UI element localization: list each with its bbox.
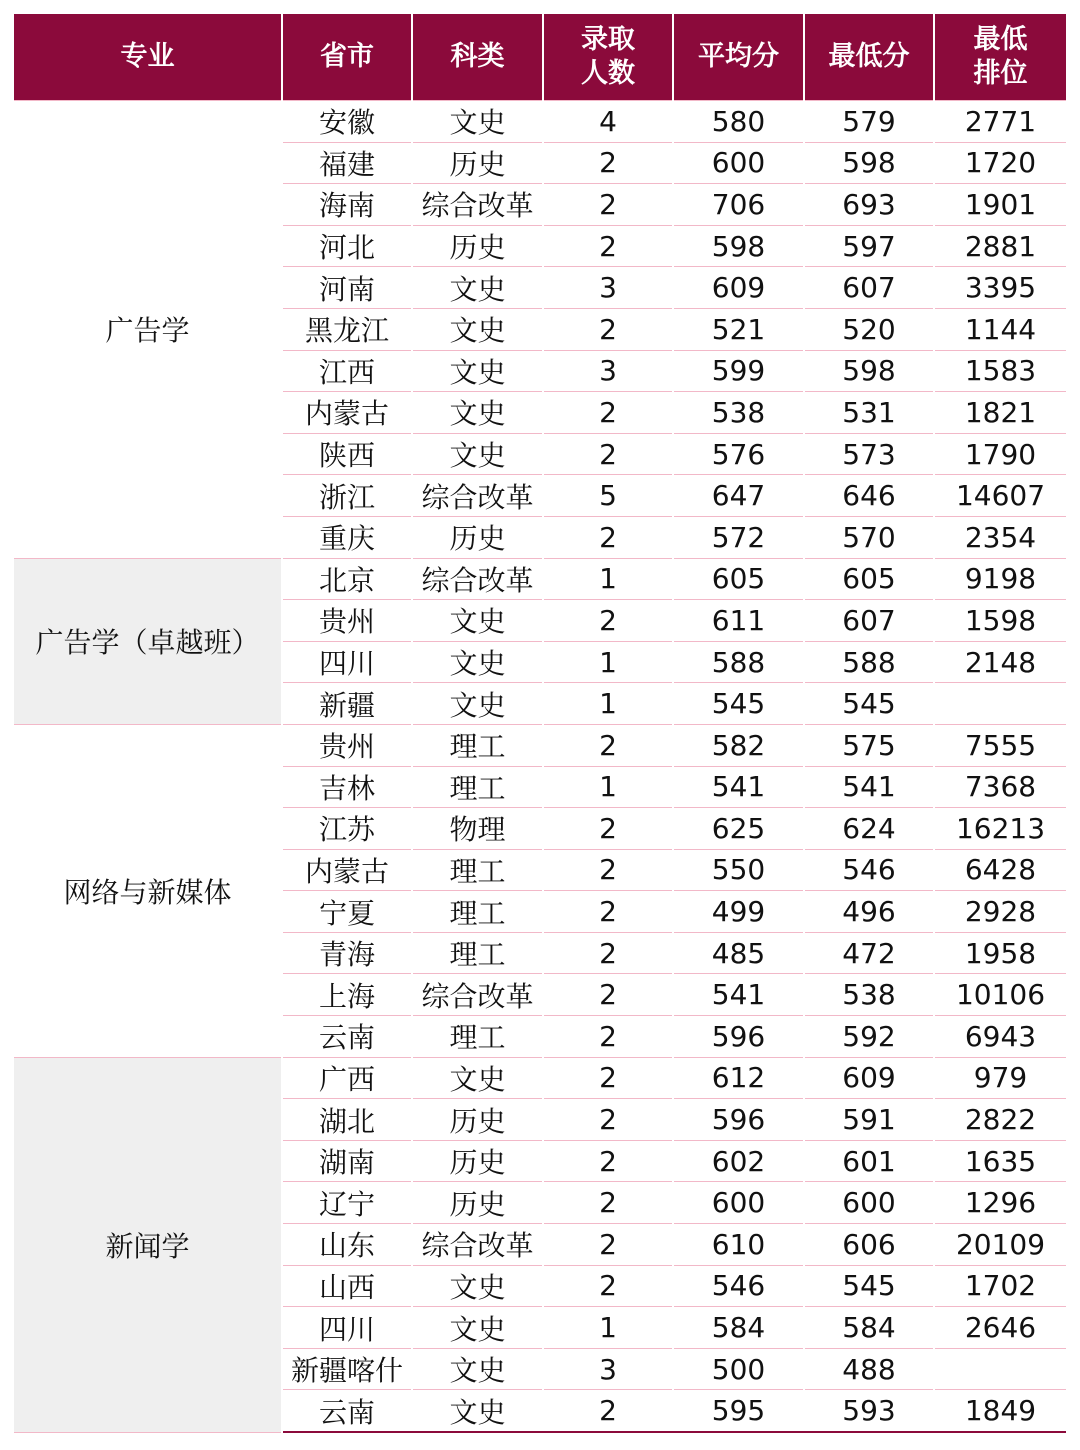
- subject-category-cell: 文史: [412, 433, 543, 475]
- major-name-cell: 新闻学: [14, 1057, 282, 1432]
- province-cell: 河南: [282, 267, 412, 309]
- average-score-cell: 499: [673, 891, 804, 933]
- admitted-count-cell: 2: [543, 932, 673, 974]
- min-score-cell: 496: [804, 891, 934, 933]
- average-score-cell: 521: [673, 308, 804, 350]
- province-cell: 上海: [282, 974, 412, 1016]
- header-average-score: 平均分: [673, 14, 804, 101]
- admitted-count-cell: 2: [543, 1099, 673, 1141]
- min-score-cell: 605: [804, 558, 934, 600]
- min-rank-cell: 3395: [934, 267, 1066, 309]
- subject-category-cell: 物理: [412, 808, 543, 850]
- admitted-count-cell: 2: [543, 1390, 673, 1432]
- province-cell: 云南: [282, 1016, 412, 1058]
- admitted-count-cell: 2: [543, 808, 673, 850]
- average-score-cell: 485: [673, 932, 804, 974]
- average-score-cell: 550: [673, 849, 804, 891]
- min-score-cell: 575: [804, 724, 934, 766]
- admitted-count-cell: 1: [543, 766, 673, 808]
- province-cell: 新疆: [282, 683, 412, 725]
- province-cell: 山东: [282, 1224, 412, 1266]
- min-score-cell: 592: [804, 1016, 934, 1058]
- province-cell: 江苏: [282, 808, 412, 850]
- header-min-score: 最低分: [804, 14, 934, 101]
- province-cell: 贵州: [282, 600, 412, 642]
- province-cell: 辽宁: [282, 1182, 412, 1224]
- min-score-cell: 584: [804, 1307, 934, 1349]
- province-cell: 吉林: [282, 766, 412, 808]
- subject-category-cell: 文史: [412, 683, 543, 725]
- min-score-cell: 591: [804, 1099, 934, 1141]
- table-row: [14, 724, 1066, 766]
- min-score-cell: 579: [804, 101, 934, 143]
- min-rank-cell: 20109: [934, 1224, 1066, 1266]
- subject-category-cell: 理工: [412, 1016, 543, 1058]
- average-score-cell: 600: [673, 1182, 804, 1224]
- admitted-count-cell: 2: [543, 1182, 673, 1224]
- min-rank-cell: 2354: [934, 516, 1066, 558]
- admitted-count-cell: 2: [543, 225, 673, 267]
- average-score-cell: 647: [673, 475, 804, 517]
- admitted-count-cell: 5: [543, 475, 673, 517]
- table-row: [14, 558, 1066, 600]
- min-rank-cell: 1144: [934, 308, 1066, 350]
- admitted-count-cell: 2: [543, 1016, 673, 1058]
- province-cell: 黑龙江: [282, 308, 412, 350]
- admitted-count-cell: 2: [543, 392, 673, 434]
- subject-category-cell: 文史: [412, 1265, 543, 1307]
- average-score-cell: 572: [673, 516, 804, 558]
- min-rank-cell: 2771: [934, 101, 1066, 143]
- min-rank-cell: 1702: [934, 1265, 1066, 1307]
- min-score-cell: 598: [804, 350, 934, 392]
- min-rank-cell: 2646: [934, 1307, 1066, 1349]
- min-rank-cell: 1583: [934, 350, 1066, 392]
- average-score-cell: 625: [673, 808, 804, 850]
- average-score-cell: 596: [673, 1099, 804, 1141]
- major-name-cell: 广告学: [14, 101, 282, 559]
- min-rank-cell: 14607: [934, 475, 1066, 517]
- min-rank-cell: 1821: [934, 392, 1066, 434]
- admitted-count-cell: 3: [543, 267, 673, 309]
- subject-category-cell: 理工: [412, 766, 543, 808]
- subject-category-cell: 综合改革: [412, 558, 543, 600]
- subject-category-cell: 文史: [412, 1390, 543, 1432]
- subject-category-cell: 文史: [412, 392, 543, 434]
- admitted-count-cell: 2: [543, 974, 673, 1016]
- admitted-count-cell: 2: [543, 184, 673, 226]
- admitted-count-cell: 3: [543, 1348, 673, 1390]
- average-score-cell: 598: [673, 225, 804, 267]
- subject-category-cell: 理工: [412, 891, 543, 933]
- province-cell: 河北: [282, 225, 412, 267]
- subject-category-cell: 历史: [412, 142, 543, 184]
- province-cell: 新疆喀什: [282, 1348, 412, 1390]
- province-cell: 宁夏: [282, 891, 412, 933]
- min-rank-cell: 1901: [934, 184, 1066, 226]
- subject-category-cell: 历史: [412, 1099, 543, 1141]
- province-cell: 广西: [282, 1057, 412, 1099]
- subject-category-cell: 历史: [412, 1182, 543, 1224]
- header-min-rank: 最低 排位: [934, 14, 1066, 101]
- average-score-cell: 595: [673, 1390, 804, 1432]
- major-group: [14, 101, 1066, 559]
- average-score-cell: 541: [673, 974, 804, 1016]
- header-row: [14, 14, 1066, 101]
- average-score-cell: 584: [673, 1307, 804, 1349]
- average-score-cell: 580: [673, 101, 804, 143]
- province-cell: 湖北: [282, 1099, 412, 1141]
- min-score-cell: 593: [804, 1390, 934, 1432]
- admitted-count-cell: 2: [543, 1140, 673, 1182]
- min-score-cell: 624: [804, 808, 934, 850]
- min-score-cell: 597: [804, 225, 934, 267]
- province-cell: 安徽: [282, 101, 412, 143]
- subject-category-cell: 理工: [412, 932, 543, 974]
- min-score-cell: 520: [804, 308, 934, 350]
- table-row: [14, 1057, 1066, 1099]
- average-score-cell: 599: [673, 350, 804, 392]
- min-score-cell: 472: [804, 932, 934, 974]
- min-rank-cell: 7368: [934, 766, 1066, 808]
- subject-category-cell: 文史: [412, 1348, 543, 1390]
- min-rank-cell: 1849: [934, 1390, 1066, 1432]
- subject-category-cell: 文史: [412, 1307, 543, 1349]
- min-rank-cell: 7555: [934, 724, 1066, 766]
- province-cell: 陕西: [282, 433, 412, 475]
- province-cell: 内蒙古: [282, 392, 412, 434]
- average-score-cell: 541: [673, 766, 804, 808]
- province-cell: 贵州: [282, 724, 412, 766]
- min-score-cell: 609: [804, 1057, 934, 1099]
- min-rank-cell: 979: [934, 1057, 1066, 1099]
- min-score-cell: 531: [804, 392, 934, 434]
- admitted-count-cell: 2: [543, 1224, 673, 1266]
- province-cell: 江西: [282, 350, 412, 392]
- subject-category-cell: 文史: [412, 641, 543, 683]
- average-score-cell: 545: [673, 683, 804, 725]
- major-group: [14, 724, 1066, 1057]
- min-score-cell: 541: [804, 766, 934, 808]
- min-rank-cell: 1790: [934, 433, 1066, 475]
- admitted-count-cell: 1: [543, 1307, 673, 1349]
- admitted-count-cell: 2: [543, 142, 673, 184]
- admitted-count-cell: 3: [543, 350, 673, 392]
- min-rank-cell: 16213: [934, 808, 1066, 850]
- admitted-count-cell: 2: [543, 600, 673, 642]
- min-rank-cell: 10106: [934, 974, 1066, 1016]
- min-score-cell: 601: [804, 1140, 934, 1182]
- min-score-cell: 545: [804, 683, 934, 725]
- province-cell: 四川: [282, 1307, 412, 1349]
- table-header: [14, 14, 1066, 101]
- min-rank-cell: 6943: [934, 1016, 1066, 1058]
- subject-category-cell: 文史: [412, 600, 543, 642]
- min-rank-cell: 2148: [934, 641, 1066, 683]
- major-group: [14, 558, 1066, 724]
- province-cell: 福建: [282, 142, 412, 184]
- average-score-cell: 588: [673, 641, 804, 683]
- subject-category-cell: 综合改革: [412, 974, 543, 1016]
- min-rank-cell: 6428: [934, 849, 1066, 891]
- average-score-cell: 612: [673, 1057, 804, 1099]
- average-score-cell: 706: [673, 184, 804, 226]
- min-rank-cell: [934, 683, 1066, 725]
- average-score-cell: 609: [673, 267, 804, 309]
- header-subject-category: 科类: [412, 14, 543, 101]
- subject-category-cell: 理工: [412, 849, 543, 891]
- subject-category-cell: 文史: [412, 267, 543, 309]
- average-score-cell: 500: [673, 1348, 804, 1390]
- admitted-count-cell: 2: [543, 433, 673, 475]
- table-row: [14, 101, 1066, 143]
- province-cell: 湖南: [282, 1140, 412, 1182]
- min-score-cell: 573: [804, 433, 934, 475]
- province-cell: 北京: [282, 558, 412, 600]
- province-cell: 四川: [282, 641, 412, 683]
- min-score-cell: 600: [804, 1182, 934, 1224]
- header-major: 专业: [14, 14, 282, 101]
- subject-category-cell: 文史: [412, 308, 543, 350]
- min-rank-cell: 1958: [934, 932, 1066, 974]
- province-cell: 海南: [282, 184, 412, 226]
- min-score-cell: 538: [804, 974, 934, 1016]
- admitted-count-cell: 2: [543, 724, 673, 766]
- province-cell: 重庆: [282, 516, 412, 558]
- subject-category-cell: 历史: [412, 225, 543, 267]
- average-score-cell: 582: [673, 724, 804, 766]
- min-rank-cell: 1598: [934, 600, 1066, 642]
- average-score-cell: 600: [673, 142, 804, 184]
- header-province: 省市: [282, 14, 412, 101]
- subject-category-cell: 历史: [412, 1140, 543, 1182]
- province-cell: 山西: [282, 1265, 412, 1307]
- min-score-cell: 606: [804, 1224, 934, 1266]
- admitted-count-cell: 1: [543, 683, 673, 725]
- admitted-count-cell: 2: [543, 308, 673, 350]
- province-cell: 云南: [282, 1390, 412, 1432]
- average-score-cell: 611: [673, 600, 804, 642]
- average-score-cell: 538: [673, 392, 804, 434]
- min-rank-cell: 2822: [934, 1099, 1066, 1141]
- admitted-count-cell: 2: [543, 849, 673, 891]
- subject-category-cell: 文史: [412, 350, 543, 392]
- min-score-cell: 693: [804, 184, 934, 226]
- min-score-cell: 488: [804, 1348, 934, 1390]
- min-score-cell: 646: [804, 475, 934, 517]
- min-rank-cell: 1296: [934, 1182, 1066, 1224]
- admitted-count-cell: 2: [543, 1265, 673, 1307]
- admitted-count-cell: 4: [543, 101, 673, 143]
- header-admitted-count: 录取 人数: [543, 14, 673, 101]
- province-cell: 浙江: [282, 475, 412, 517]
- min-score-cell: 607: [804, 267, 934, 309]
- min-rank-cell: 1635: [934, 1140, 1066, 1182]
- admission-scores-table-container: [14, 14, 1066, 1433]
- admitted-count-cell: 2: [543, 891, 673, 933]
- min-score-cell: 598: [804, 142, 934, 184]
- major-group: [14, 1057, 1066, 1432]
- average-score-cell: 576: [673, 433, 804, 475]
- average-score-cell: 546: [673, 1265, 804, 1307]
- subject-category-cell: 文史: [412, 101, 543, 143]
- province-cell: 青海: [282, 932, 412, 974]
- min-rank-cell: 1720: [934, 142, 1066, 184]
- min-score-cell: 545: [804, 1265, 934, 1307]
- province-cell: 内蒙古: [282, 849, 412, 891]
- min-score-cell: 570: [804, 516, 934, 558]
- min-rank-cell: 2881: [934, 225, 1066, 267]
- average-score-cell: 602: [673, 1140, 804, 1182]
- admitted-count-cell: 1: [543, 641, 673, 683]
- subject-category-cell: 综合改革: [412, 184, 543, 226]
- average-score-cell: 610: [673, 1224, 804, 1266]
- average-score-cell: 605: [673, 558, 804, 600]
- subject-category-cell: 综合改革: [412, 1224, 543, 1266]
- subject-category-cell: 理工: [412, 724, 543, 766]
- average-score-cell: 596: [673, 1016, 804, 1058]
- min-rank-cell: 9198: [934, 558, 1066, 600]
- subject-category-cell: 综合改革: [412, 475, 543, 517]
- admitted-count-cell: 1: [543, 558, 673, 600]
- major-name-cell: 网络与新媒体: [14, 724, 282, 1057]
- min-rank-cell: [934, 1348, 1066, 1390]
- admitted-count-cell: 2: [543, 1057, 673, 1099]
- admission-scores-table: [14, 14, 1066, 1433]
- min-score-cell: 607: [804, 600, 934, 642]
- min-score-cell: 546: [804, 849, 934, 891]
- min-rank-cell: 2928: [934, 891, 1066, 933]
- subject-category-cell: 历史: [412, 516, 543, 558]
- subject-category-cell: 文史: [412, 1057, 543, 1099]
- major-name-cell: 广告学（卓越班）: [14, 558, 282, 724]
- admitted-count-cell: 2: [543, 516, 673, 558]
- min-score-cell: 588: [804, 641, 934, 683]
